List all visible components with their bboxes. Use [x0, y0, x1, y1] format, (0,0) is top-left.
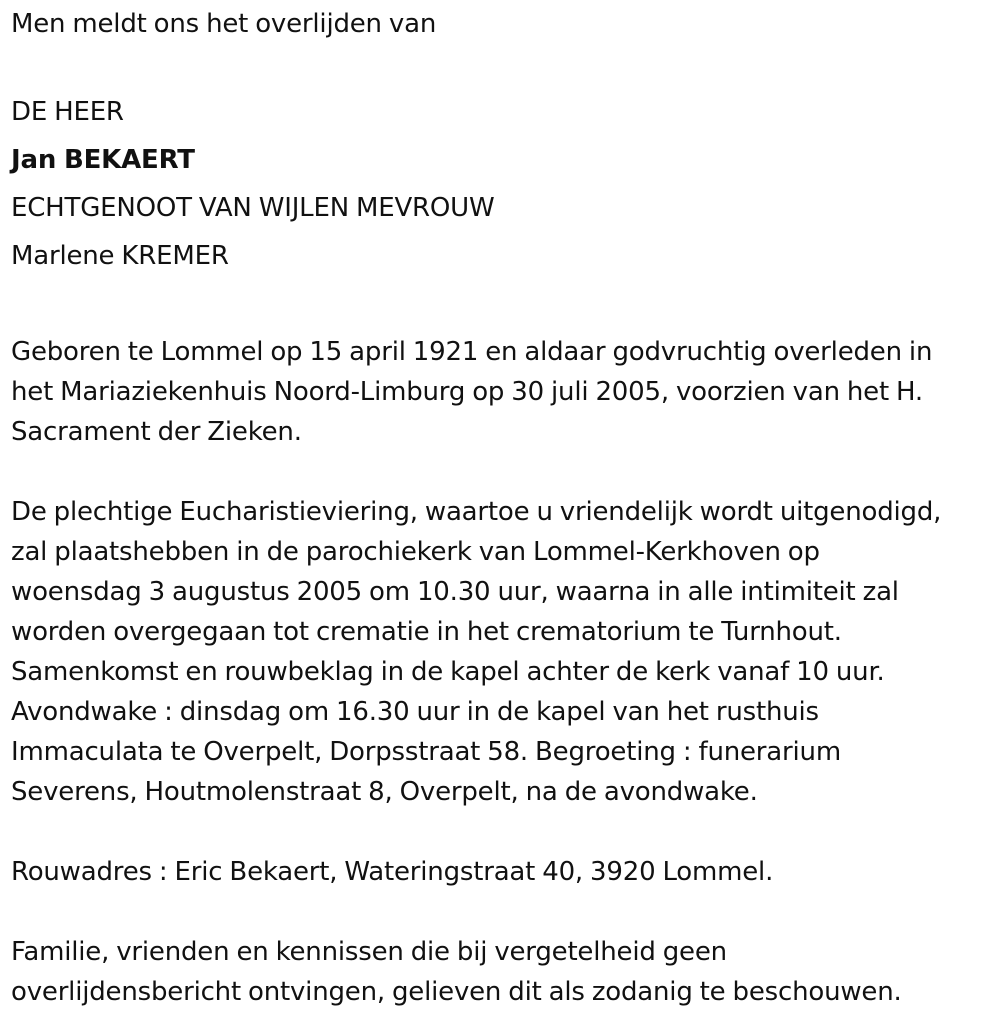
- paragraph-line: Samenkomst en rouwbeklag in de kapel achter de kerk vanaf 10 uur.: [11, 657, 885, 687]
- paragraph-line: De plechtige Eucharistieviering, waartoe u vriendelijk wordt uitgenodigd,: [11, 497, 942, 527]
- spouse-name: Marlene KREMER: [11, 241, 229, 271]
- spacer: [11, 452, 991, 492]
- ceremony-paragraph: [11, 492, 991, 812]
- paragraph-line: Familie, vrienden en kennissen die bij vergetelheid geen: [11, 937, 727, 967]
- paragraph-line: Immaculata te Overpelt, Dorpsstraat 58. Begroeting : funerarium: [11, 737, 841, 767]
- paragraph-line: worden overgegaan tot crematie in het crematorium te Turnhout.: [11, 617, 842, 647]
- closing-paragraph: [11, 932, 991, 1012]
- paragraph-line: het Mariaziekenhuis Noord-Limburg op 30 juli 2005, voorzien van het H.: [11, 377, 924, 407]
- paragraph-line: Avondwake : dinsdag om 16.30 uur in de kapel van het rusthuis: [11, 697, 819, 727]
- spacer: [11, 812, 991, 852]
- spacer: [11, 48, 991, 88]
- paragraph-line: Sacrament der Zieken.: [11, 417, 302, 447]
- paragraph-line: Severens, Houtmolenstraat 8, Overpelt, na de avondwake.: [11, 777, 758, 807]
- paragraph-line: woensdag 3 augustus 2005 om 10.30 uur, waarna in alle intimiteit zal: [11, 577, 899, 607]
- deceased-name: Jan BEKAERT: [11, 145, 195, 175]
- intro-text: Men meldt ons het overlijden van: [11, 9, 437, 39]
- birth-death-paragraph: [11, 332, 991, 452]
- death-notice: [11, 0, 991, 1012]
- paragraph-line: zal plaatshebben in de parochiekerk van Lommel-Kerkhoven op: [11, 537, 820, 567]
- spacer: [11, 892, 991, 932]
- paragraph-line: Geboren te Lommel op 15 april 1921 en aldaar godvruchtig overleden in: [11, 337, 933, 367]
- mourning-address: Rouwadres : Eric Bekaert, Wateringstraat 40, 3920 Lommel.: [11, 857, 774, 887]
- deceased-relation: ECHTGENOOT VAN WIJLEN MEVROUW: [11, 193, 495, 223]
- spacer: [11, 280, 991, 332]
- paragraph-line: overlijdensbericht ontvingen, gelieven dit als zodanig te beschouwen.: [11, 977, 902, 1007]
- deceased-title: DE HEER: [11, 97, 124, 127]
